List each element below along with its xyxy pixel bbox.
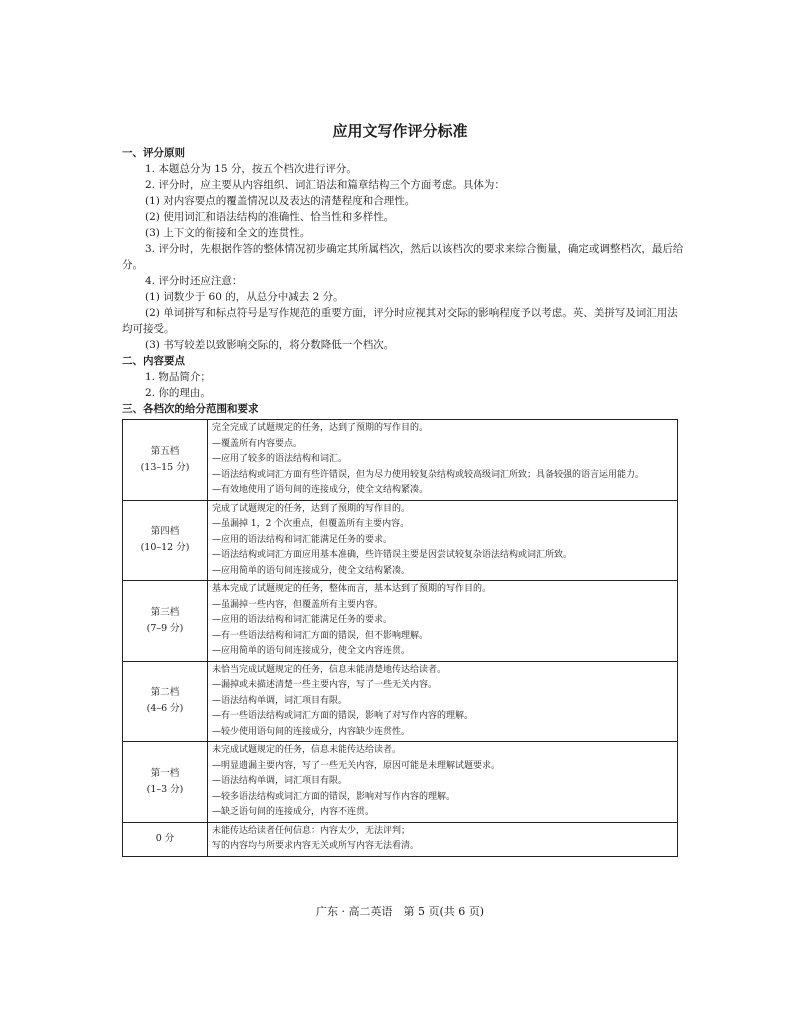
grade-requirement: 完全完成了试题规定的任务，达到了预期的写作目的。 — [212, 423, 429, 433]
principle-2-item: (2) 使用词汇和语法结构的准确性、恰当性和多样性。 — [145, 211, 395, 223]
grade-requirement: —语法结构或词汇方面有些许错误，但为尽力使用较复杂结构或较高级词汇所致；具备较强的语言运用能力。 — [212, 469, 645, 480]
grade-requirement: —虽漏掉一些内容，但覆盖所有主要内容。 — [212, 599, 384, 610]
grade-requirement: —有效地使用了语句间的连接成分，使全文结构紧凑。 — [212, 485, 429, 495]
grade-requirement: —缺乏语句间的连接成分，内容不连贯。 — [212, 807, 375, 817]
principle-2-item: (1) 对内容要点的覆盖情况以及表达的清楚程度和合理性。 — [145, 195, 416, 207]
grade-requirement: 未恰当完成试题规定的任务，信息未能清楚地传达给读者。 — [212, 664, 447, 675]
grade-level-cell — [123, 742, 208, 823]
principle-4: 4. 评分时还应注意： — [145, 275, 243, 287]
grade-requirement: —明显遗漏主要内容，写了一些无关内容，原因可能是未理解试题要求。 — [212, 760, 501, 771]
grade-level-name: 第五档 — [150, 445, 180, 457]
grade-description-cell — [208, 661, 678, 742]
grade-description-cell — [208, 822, 678, 856]
grade-description-cell — [208, 742, 678, 823]
content-point: 1. 物品简介； — [145, 371, 211, 383]
grade-level-name: 第三档 — [150, 606, 180, 618]
grade-score-range: (4–6 分) — [146, 703, 184, 715]
page-footer: 广东 · 高二英语 第 5 页(共 6 页) — [315, 905, 485, 918]
principle-2: 2. 评分时，应主要从内容组织、词汇语法和篇章结构三个方面考虑。具体为： — [145, 179, 505, 191]
content-point: 2. 你的理由。 — [145, 387, 211, 399]
document-body — [122, 145, 688, 857]
table-row — [123, 661, 678, 742]
grade-requirement: —虽漏掉 1，2 个次重点，但覆盖所有主要内容。 — [212, 519, 410, 529]
table-row — [123, 581, 678, 662]
grade-level-name: 第四档 — [150, 526, 180, 538]
table-row — [123, 742, 678, 823]
section-heading-grade-levels: 三、各档次的给分范围和要求 — [122, 403, 259, 415]
grade-score-range: (13–15 分) — [140, 461, 190, 473]
section-heading-principles: 一、评分原则 — [122, 147, 185, 159]
grade-requirement: —漏掉或未描述清楚一些主要内容，写了一些无关内容。 — [212, 680, 438, 690]
grade-score-range: (1–3 分) — [146, 783, 184, 795]
grade-requirement: —语法结构单调，词汇项目有限。 — [212, 695, 348, 706]
grade-level-name: 0 分 — [155, 833, 175, 844]
grade-requirement: —覆盖所有内容要点。 — [212, 438, 303, 449]
grade-level-name: 第一档 — [150, 767, 180, 779]
grade-requirement: —应用了较多的语法结构和词汇。 — [212, 454, 348, 464]
section-heading-content-points: 二、内容要点 — [122, 355, 185, 367]
principle-4-item: (1) 词数少于 60 的，从总分中减去 2 分。 — [145, 291, 344, 303]
grade-requirement: —应用的语法结构和词汇能满足任务的要求。 — [212, 615, 393, 625]
grade-requirement: —语法结构或词汇方面应用基本准确，些许错误主要是因尝试较复杂语法结构或词汇所致。 — [212, 550, 573, 560]
principle-1: 1. 本题总分为 15 分，按五个档次进行评分。 — [145, 163, 357, 175]
grade-level-cell — [123, 661, 208, 742]
grade-description-cell — [208, 500, 678, 581]
grade-score-range: (10–12 分) — [140, 542, 190, 554]
grade-description-cell — [208, 581, 678, 662]
page-title: 应用文写作评分标准 — [332, 122, 468, 140]
grade-level-cell — [123, 822, 208, 856]
grade-level-cell — [123, 420, 208, 501]
table-row — [123, 822, 678, 856]
grade-level-cell — [123, 500, 208, 581]
grade-requirement: 未完成试题规定的任务，信息未能传达给读者。 — [212, 745, 402, 755]
grade-requirement: —较少使用语句间的连接成分，内容缺少连贯性。 — [212, 726, 411, 737]
grade-requirement: —有一些语法结构或词汇方面的错误，影响了对写作内容的理解。 — [212, 711, 474, 721]
grade-level-cell — [123, 581, 208, 662]
grade-requirement: —应用简单的语句间连接成分，使全文内容连贯。 — [212, 646, 411, 656]
grade-requirement: —有一些语法结构和词汇方面的错误，但不影响理解。 — [212, 630, 429, 641]
grade-requirement: 基本完成了试题规定的任务，整体而言，基本达到了预期的写作目的。 — [212, 584, 492, 594]
grade-level-name: 第二档 — [150, 687, 180, 699]
table-row — [123, 500, 678, 581]
grade-requirement: —应用简单的语句间连接成分，使全文结构紧凑。 — [212, 565, 411, 576]
grade-requirement: —较多语法结构或词汇方面的错误，影响对写作内容的理解。 — [212, 791, 456, 802]
principle-2-item: (3) 上下文的衔接和全文的连贯性。 — [145, 227, 311, 239]
principle-4-item: (3) 书写较差以致影响交际的，将分数降低一个档次。 — [145, 339, 395, 351]
principle-3: 3. 评分时，先根据作答的整体情况初步确定其所属档次，然后以该档次的要求来综合衡量，确定或调整档次，最后给分。 — [122, 243, 684, 271]
principle-4-item: (2) 单词拼写和标点符号是写作规范的重要方面，评分时应视其对交际的影响程度予以考虑。英、美拼写及词汇用法均可接受。 — [122, 307, 678, 335]
grade-requirement: —语法结构单调，词汇项目有限。 — [212, 776, 348, 786]
grade-requirement: —应用的语法结构和词汇能满足任务的要求。 — [212, 534, 393, 545]
grade-requirement: 未能传达给读者任何信息：内容太少，无法评判； — [212, 825, 411, 836]
grade-score-range: (7–9 分) — [146, 622, 184, 634]
grade-description-cell — [208, 420, 678, 501]
grade-requirement: 写的内容均与所要求内容无关或所写内容无法看清。 — [212, 841, 420, 851]
table-row — [123, 420, 678, 501]
grading-table — [122, 419, 678, 857]
grade-requirement: 完成了试题规定的任务，达到了预期的写作目的。 — [212, 503, 411, 514]
